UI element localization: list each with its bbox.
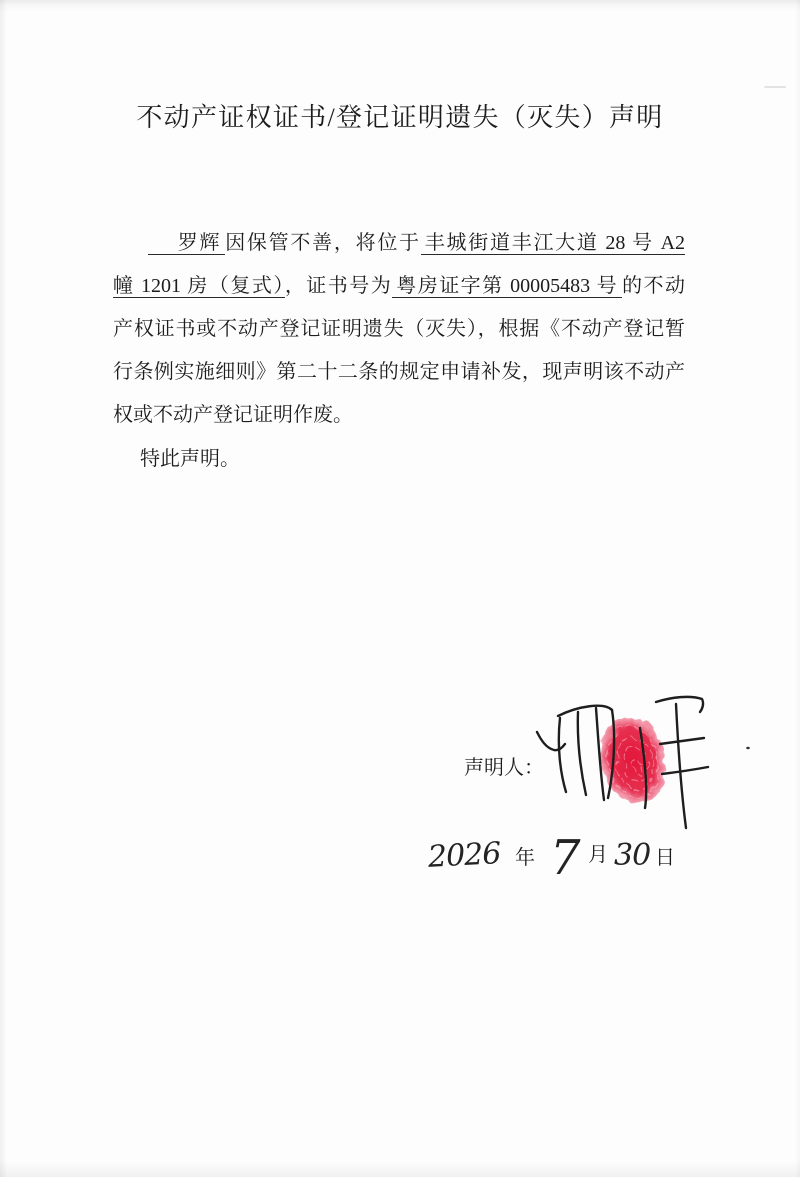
- document-title: 不动产证权证书/登记证明遗失（灭失）声明: [136, 103, 664, 132]
- statement-line-2: [113, 265, 685, 308]
- owner-name: 罗辉: [148, 232, 225, 255]
- closing-remark: 特此声明。: [140, 448, 240, 470]
- property-address-part-2: 幢 1201 房（复式）: [113, 275, 285, 297]
- statement-line-3: 产权证书或不动产登记证明遗失（灭失），根据《不动产登记暂: [113, 318, 685, 340]
- date-day-unit: 日: [655, 847, 675, 869]
- statement-line-4: 行条例实施细则》第二十二条的规定申请补发，现声明该不动产: [113, 361, 685, 383]
- scan-mark: [764, 86, 786, 88]
- date-year-handwritten: 2026: [427, 836, 502, 875]
- date-month-handwritten: 7: [550, 830, 581, 886]
- declarant-label: 声明人：: [464, 757, 544, 779]
- property-address-part-1: 丰城街道丰江大道 28 号 A2: [421, 232, 685, 255]
- ink-dot: [746, 747, 750, 749]
- certificate-number: 粤房证字第 00005483 号: [392, 275, 622, 298]
- date-month-unit: 月: [588, 844, 608, 866]
- date-year-unit: 年: [515, 847, 535, 869]
- statement-text: 的不动: [622, 275, 686, 297]
- statement-line-5: 权或不动产登记证明作废。: [113, 404, 353, 426]
- fingerprint-mark: [593, 710, 674, 809]
- statement-body: [113, 222, 685, 437]
- date-day-handwritten: 30: [614, 838, 651, 873]
- statement-line-1: [113, 222, 685, 265]
- statement-text: ，证书号为: [284, 275, 393, 297]
- signature-with-fingerprint: [520, 680, 780, 850]
- statement-text: 因保管不善，将位于: [225, 232, 421, 254]
